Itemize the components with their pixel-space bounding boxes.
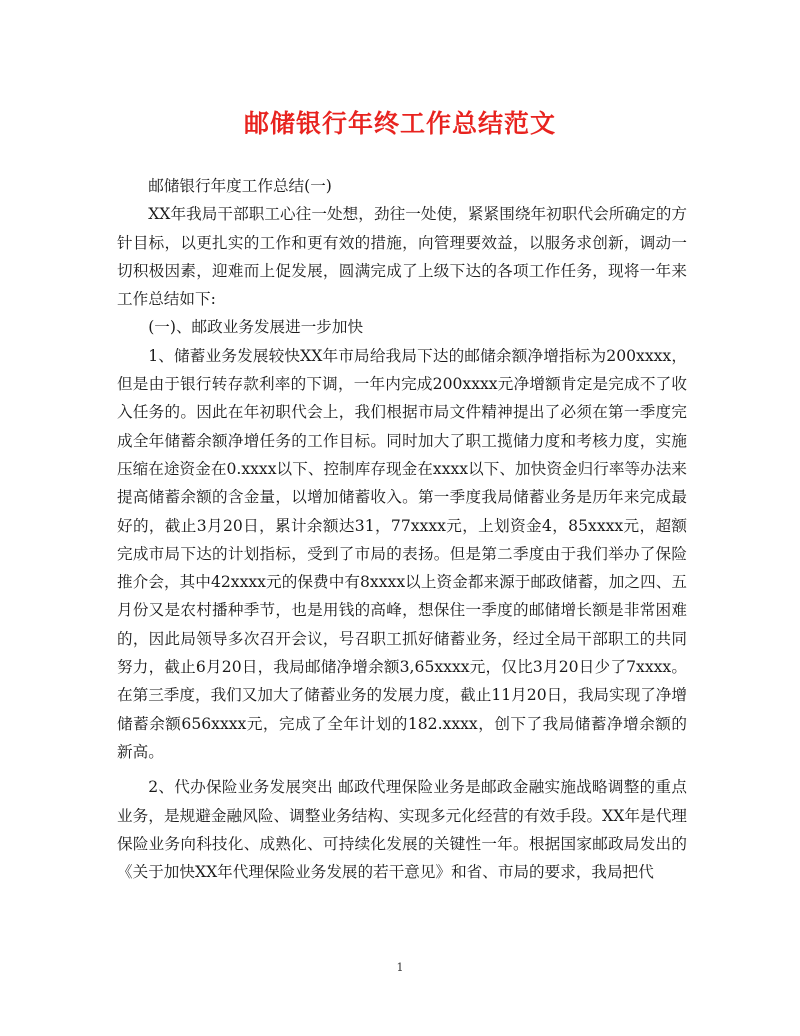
page-number: 1: [396, 961, 404, 974]
savings-paragraph: 1、储蓄业务发展较快XX年市局给我局下达的邮储余额净增指标为200xxxx，但是由于银行转存款利率的下调，一年内完成200xxxx元净增额肯定是完成不了收入任务的。因此在年初职代会上，我们根据市局文件精神提出了必须在第一季度完成全年储蓄余额净增任务的工作目标。同时加大了职工揽储力度和考核力度，实施压缩在途资金在0.xxxx以下、控制库存现金在xxxx以下、加快资金归行率等办法来提高储蓄余额的含金量，以增加储蓄收入。第一季度我局储蓄业务是历年来完成最好的，截止3月20日，累计余额达31，77xxxx元，上划资金4，85xxxx元，超额完成市局下达的计划指标，受到了市局的表扬。但是第二季度由于我们举办了保险推介会，其中42xxxx元的保费中有8xxxx以上资金都来源于邮政储蓄，加之四、五月份又是农村播种季节，也是用钱的高峰，想保住一季度的邮储增长额是非常困难的，因此局领导多次召开会议，号召职工抓好储蓄业务，经过全局干部职工的共同努力，截止6月20日，我局邮储净增余额3,65xxxx元，仅比3月20日少了7xxxx。在第三季度，我们又加大了储蓄业务的发展力度，截止11月20日，我局实现了净增储蓄余额656xxxx元，完成了全年计划的182.xxxx，创下了我局储蓄净增余额的新高。: [117, 346, 687, 761]
document-title: 邮储银行年终工作总结范文: [243, 109, 556, 138]
intro-paragraph: XX年我局干部职工心往一处想，劲往一处使，紧紧围绕年初职代会所确定的方针目标，以更扎实的工作和更有效的措施，向管理要效益，以服务求创新，调动一切积极因素，迎难而上促发展，圆满完成了上级下达的各项工作任务，现将一年来工作总结如下:: [117, 205, 687, 309]
subsection-heading: (一)、邮政业务发展进一步加快: [148, 318, 364, 337]
insurance-paragraph: 2、代办保险业务发展突出 邮政代理保险业务是邮政金融实施战略调整的重点业务，是规避金融风险、调整业务结构、实现多元化经营的有效手段。XX年是代理保险业务向科技化、成熟化、可持续化发展的关键性一年。根据国家邮政局发出的《关于加快XX年代理保险业务发展的若干意见》和省、市局的要求，我局把代: [117, 778, 687, 882]
section-heading: 邮储银行年度工作总结(一): [148, 177, 332, 195]
document-body: [117, 172, 687, 886]
